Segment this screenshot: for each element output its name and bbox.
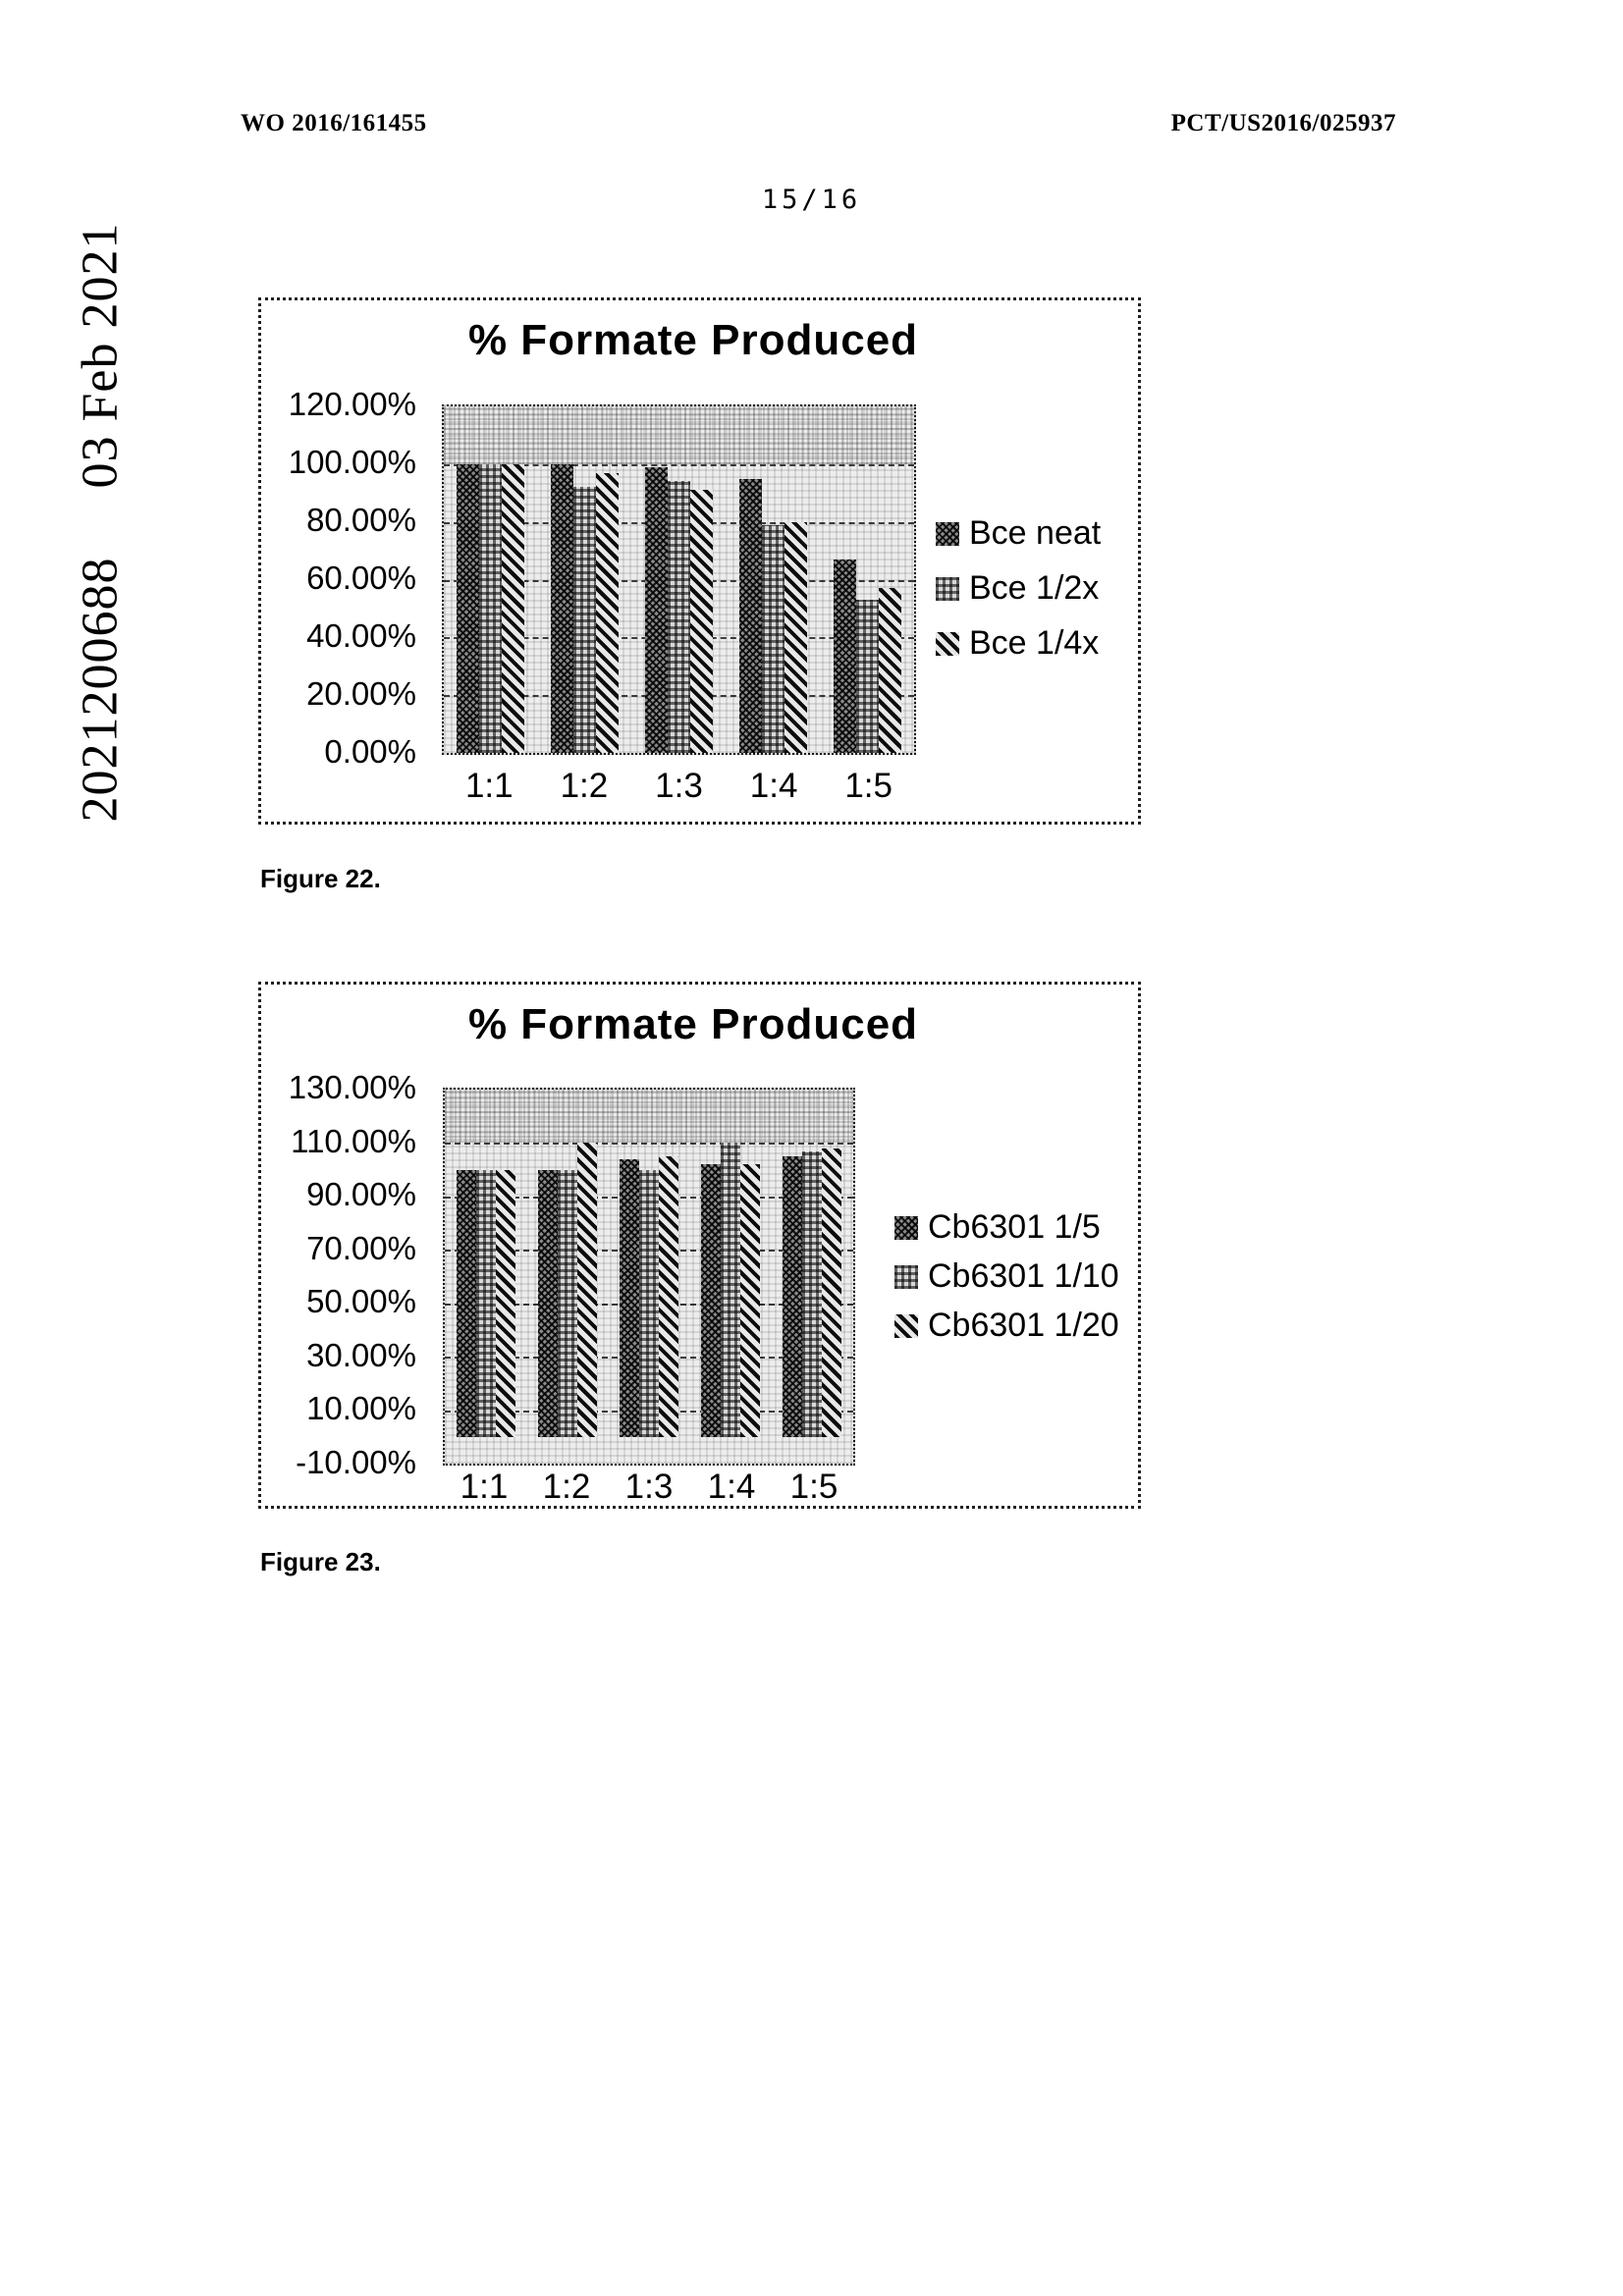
bar-group (772, 1090, 853, 1437)
x-tick-label: 1:2 (560, 767, 609, 805)
bars-layer (444, 406, 914, 753)
bar (822, 1148, 841, 1437)
x-tick-label: 1:4 (749, 767, 798, 805)
y-tick-label: 120.00% (288, 386, 416, 422)
figure-23-caption: Figure 23. (260, 1547, 381, 1576)
legend-label: Bce 1/4x (969, 624, 1100, 662)
bar-group (538, 406, 632, 753)
x-tick-label: 1:2 (542, 1468, 591, 1506)
legend-item (894, 1307, 1119, 1345)
sidebar-doc-number: 2021200688 (72, 557, 129, 823)
y-tick-label: 10.00% (306, 1390, 416, 1427)
sidebar-filing-stamp (72, 223, 130, 823)
crosshatch-swatch-icon (936, 522, 959, 546)
legend-item (894, 1208, 1119, 1247)
application-number: PCT/US2016/025937 (1170, 110, 1396, 136)
y-tick-label: 80.00% (306, 502, 416, 538)
bar (502, 464, 524, 753)
plot-area (443, 1088, 855, 1466)
bar-group (526, 1090, 608, 1437)
chart-title: % Formate Produced (467, 1000, 919, 1048)
legend-label: Bce neat (969, 514, 1102, 552)
y-tick-label: 30.00% (306, 1336, 416, 1373)
bar (784, 522, 807, 753)
x-tick-label: 1:1 (460, 1468, 509, 1506)
bar (701, 1164, 721, 1437)
diagonal-swatch-icon (894, 1314, 918, 1338)
bar (577, 1143, 597, 1436)
figure-23-chart (258, 982, 1141, 1509)
y-tick-label: 90.00% (306, 1176, 416, 1213)
figure-22-caption: Figure 22. (260, 864, 381, 893)
bar (690, 490, 713, 753)
x-tick-label: 1:4 (707, 1468, 756, 1506)
legend-label: Cb6301 1/20 (928, 1307, 1119, 1344)
crosshatch-swatch-icon (894, 1216, 918, 1240)
legend-item (936, 514, 1101, 553)
bar (659, 1156, 678, 1437)
bar (457, 464, 479, 753)
diagonal-swatch-icon (936, 632, 959, 656)
y-tick-label: 60.00% (306, 560, 416, 596)
y-tick-label: -10.00% (296, 1444, 416, 1480)
bar (457, 1170, 476, 1437)
legend-item (894, 1257, 1119, 1296)
legend-label: Cb6301 1/5 (928, 1208, 1101, 1246)
bar (668, 481, 690, 753)
bar (879, 588, 901, 753)
bar (596, 473, 619, 753)
bar (834, 560, 856, 753)
bar-group (632, 406, 727, 753)
bar (645, 467, 668, 753)
checker-swatch-icon (894, 1265, 918, 1289)
x-tick-label: 1:5 (789, 1468, 839, 1506)
y-tick-label: 50.00% (306, 1283, 416, 1320)
bar (639, 1170, 659, 1437)
bar-group (690, 1090, 772, 1437)
plot-area (442, 404, 916, 755)
bar (739, 479, 762, 753)
bar (740, 1164, 760, 1437)
y-axis-labels (261, 386, 416, 770)
bar (558, 1170, 577, 1437)
y-tick-label: 70.00% (306, 1229, 416, 1266)
y-tick-label: 100.00% (288, 444, 416, 480)
bar-group (445, 1090, 526, 1437)
legend-label: Cb6301 1/10 (928, 1257, 1119, 1295)
legend-item (936, 569, 1101, 608)
bar (538, 1170, 558, 1437)
bar (476, 1170, 496, 1437)
bar-group (726, 406, 820, 753)
y-tick-label: 130.00% (288, 1069, 416, 1105)
bar (762, 525, 784, 753)
y-tick-label: 20.00% (306, 675, 416, 712)
legend-item (936, 624, 1101, 663)
bar (856, 600, 879, 753)
figure-22-chart (258, 297, 1141, 825)
x-tick-label: 1:3 (655, 767, 703, 805)
checker-swatch-icon (936, 577, 959, 601)
bar (802, 1151, 822, 1437)
legend (936, 514, 1101, 663)
x-axis-labels (443, 1468, 855, 1507)
bar-group (444, 406, 538, 753)
bar (573, 487, 596, 753)
bar (496, 1170, 515, 1437)
publication-number: WO 2016/161455 (241, 110, 427, 136)
sidebar-filing-date: 03 Feb 2021 (72, 222, 129, 489)
x-tick-label: 1:1 (464, 767, 514, 805)
bar (721, 1143, 740, 1436)
bar (783, 1156, 802, 1437)
y-tick-label: 0.00% (324, 733, 416, 770)
y-tick-label: 40.00% (306, 617, 416, 654)
y-tick-label: 110.00% (291, 1122, 416, 1159)
y-axis-labels (261, 1069, 416, 1480)
bar (551, 464, 573, 753)
sheet-indicator: 15/16 (761, 185, 862, 215)
x-axis-labels (442, 767, 916, 806)
x-tick-label: 1:5 (844, 767, 893, 805)
bar (620, 1159, 639, 1437)
legend-label: Bce 1/2x (969, 569, 1100, 607)
bars-layer (445, 1090, 853, 1437)
chart-title: % Formate Produced (467, 316, 919, 364)
bar-group (820, 406, 914, 753)
x-tick-label: 1:3 (624, 1468, 674, 1506)
bar (479, 464, 502, 753)
legend (894, 1208, 1119, 1345)
bar-group (608, 1090, 689, 1437)
